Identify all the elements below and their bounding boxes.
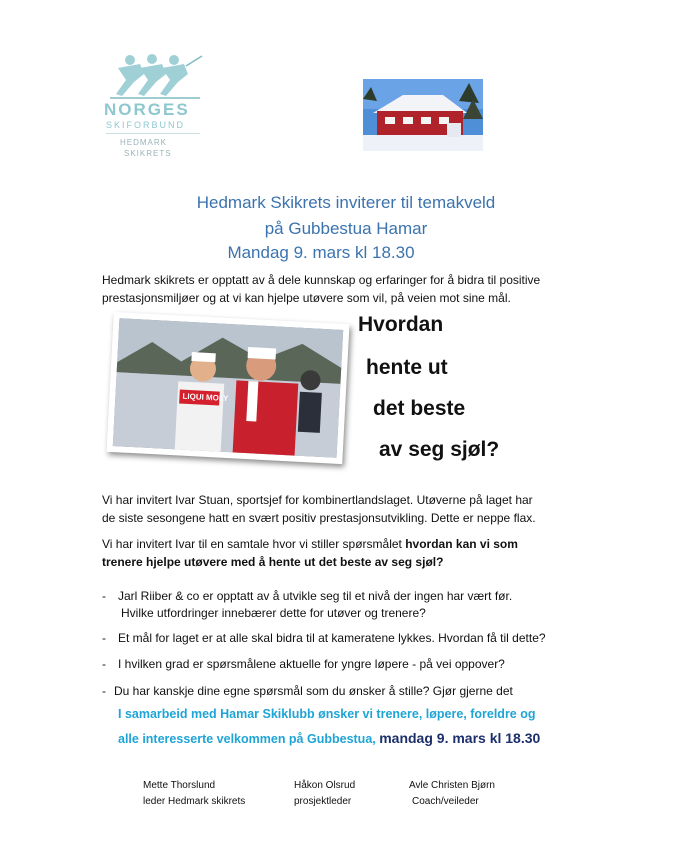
bullet-dash: - [102,684,106,698]
bullet-1-line-1: Jarl Riiber & co er opptatt av å utvikle seg til et nivå der ingen har vært før. [118,589,513,603]
signature-name: Håkon Olsrud [294,780,356,791]
intro-line-1: Hedmark skikrets er opptatt av å dele kunnskap og erfaringer for å bidra til positive [102,273,541,287]
signature-role: prosjektleder [294,796,352,807]
logo-text-skiforbund: SKIFORBUND [106,120,186,130]
logo-text-hedmark: HEDMARK [120,138,168,147]
para2-line-1 [102,536,602,553]
bullet-dash: - [102,657,106,671]
bullet-dash: - [102,589,106,603]
title-line-3: Mandag 9. mars kl 18.30 [227,243,415,262]
bullet-4-text: Du har kanskje dine egne spørsmål som du ønsker å stille? Gjør gjerne det [114,684,513,698]
question-line-4: av seg sjøl? [379,438,500,461]
title-line-2: på Gubbestua Hamar [264,219,428,238]
question-line-3: det beste [373,397,466,420]
bullet-dash: - [102,631,106,645]
logo-text-norges: NORGES [104,100,190,119]
signature-name: Avle Christen Bjørn [409,780,495,791]
signature-role: Coach/veileder [412,796,479,807]
invite-cyan-text: alle interesserte velkommen på Gubbestua, [118,732,380,746]
signature-1 [143,778,245,810]
question-line-1: Hvordan [358,313,444,336]
gubbestua-photo [363,79,483,151]
bullet-3-text: I hvilken grad er spørsmålene aktuelle for yngre løpere - på vei oppover? [118,657,505,671]
bullet-2-text: Et mål for laget er at alle skal bidra til at kameratene lykkes. Hvordan få til dette? [118,631,546,645]
para2-line-2: trenere hjelpe utøvere med å hente ut det beste av seg sjøl? [102,555,444,569]
photo-banner-text: LIQUI MOLY [182,391,229,404]
intro-line-2: prestasjonsmiljøer og at vi kan hjelpe utøvere som vil, på veien mot sine mål. [102,291,511,305]
signature-role: leder Hedmark skikrets [143,796,246,807]
norges-skiforbund-logo [100,52,210,167]
bullet-1-line-2: Hvilke utfordringer innebærer dette for utøver og trenere? [121,606,426,620]
para2-bold-text: hvordan kan vi som [405,537,518,551]
signature-name: Mette Thorslund [143,780,216,791]
invite-date-text: mandag 9. mars kl 18.30 [379,730,541,746]
signature-3 [409,778,495,810]
para1-line-1: Vi har invitert Ivar Stuan, sportsjef for kombinertlandslaget. Utøverne på laget har [102,493,533,507]
logo-text-skikrets: SKIKRETS [124,149,172,158]
invite-line-2 [118,730,638,748]
para1-line-2: de siste sesongene hatt en svært positiv prestasjonsutvikling. Dette er neppe flax. [102,511,536,525]
para2-normal-text: Vi har invitert Ivar til en samtale hvor vi stiller spørsmålet [102,537,406,551]
interview-photo [106,312,349,464]
logo-divider [106,133,200,134]
question-line-2: hente ut [366,356,448,379]
signature-2 [294,778,355,810]
skiers-logo-icon [100,52,210,100]
title-line-1: Hedmark Skikrets inviterer til temakveld [196,193,496,212]
invite-line-1: I samarbeid med Hamar Skiklubb ønsker vi trenere, løpere, foreldre og [118,707,536,721]
